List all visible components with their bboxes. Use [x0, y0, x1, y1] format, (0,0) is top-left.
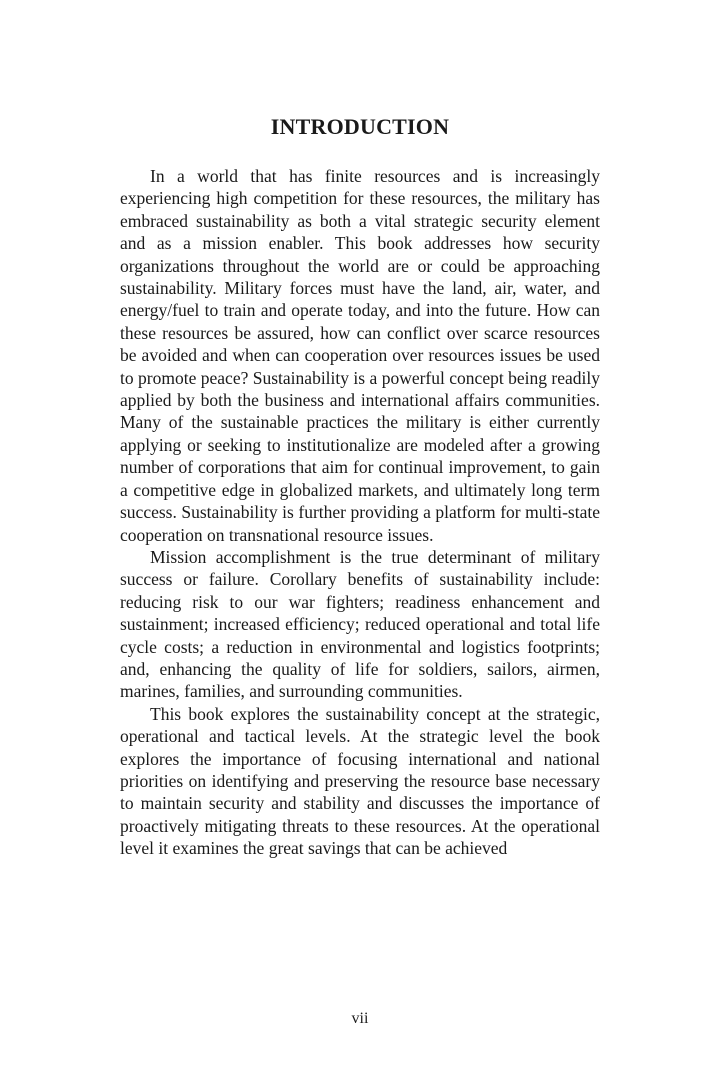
- page-number: vii: [351, 1010, 369, 1027]
- chapter-title: INTRODUCTION: [270, 114, 450, 139]
- paragraph-2: Mission accomplishment is the true determinant of military success or failure. Corollary benefits of sustainability include: reducing risk to our war fighters; readiness enhancement and sustainment; increased efficiency; reduced operational and total life cycle costs; a reduction in environmental and logistics footprints; and, enhancing the quality of life for soldiers, sailors, airmen, marines, families, and surrounding communities.: [120, 546, 600, 702]
- paragraph-1: In a world that has finite resources and is increasingly experiencing high competition for these resources, the military has embraced sustainability as both a vital strategic security element and as a mission enabler. This book addresses how security organizations throughout the world are or could be approaching sustainability. Military forces must have the land, air, water, and energy/fuel to train and operate today, and into the future. How can these resources be assured, how can conflict over scarce resources be avoided and when can cooperation over resources issues be used to promote peace? Sustainability is a powerful concept being readily applied by both the business and international affairs communities. Many of the sustainable practices the military is either currently applying or seeking to institutionalize are modeled after a growing number of corporations that aim for continual improvement, to gain a competitive edge in globalized markets, and ultimately long term success. Sustainability is further providing a platform for multi-state cooperation on transnational resource issues.: [120, 166, 600, 545]
- body-text: [120, 165, 600, 860]
- paragraph-3: This book explores the sustainability concept at the strategic, operational and tactical levels. At the strategic level the book explores the importance of focusing international and national priorities on identifying and preserving the resource base necessary to maintain security and stability and discusses the importance of proactively mitigating threats to these resources. At the operational level it examines the great savings that can be achieved: [120, 703, 600, 859]
